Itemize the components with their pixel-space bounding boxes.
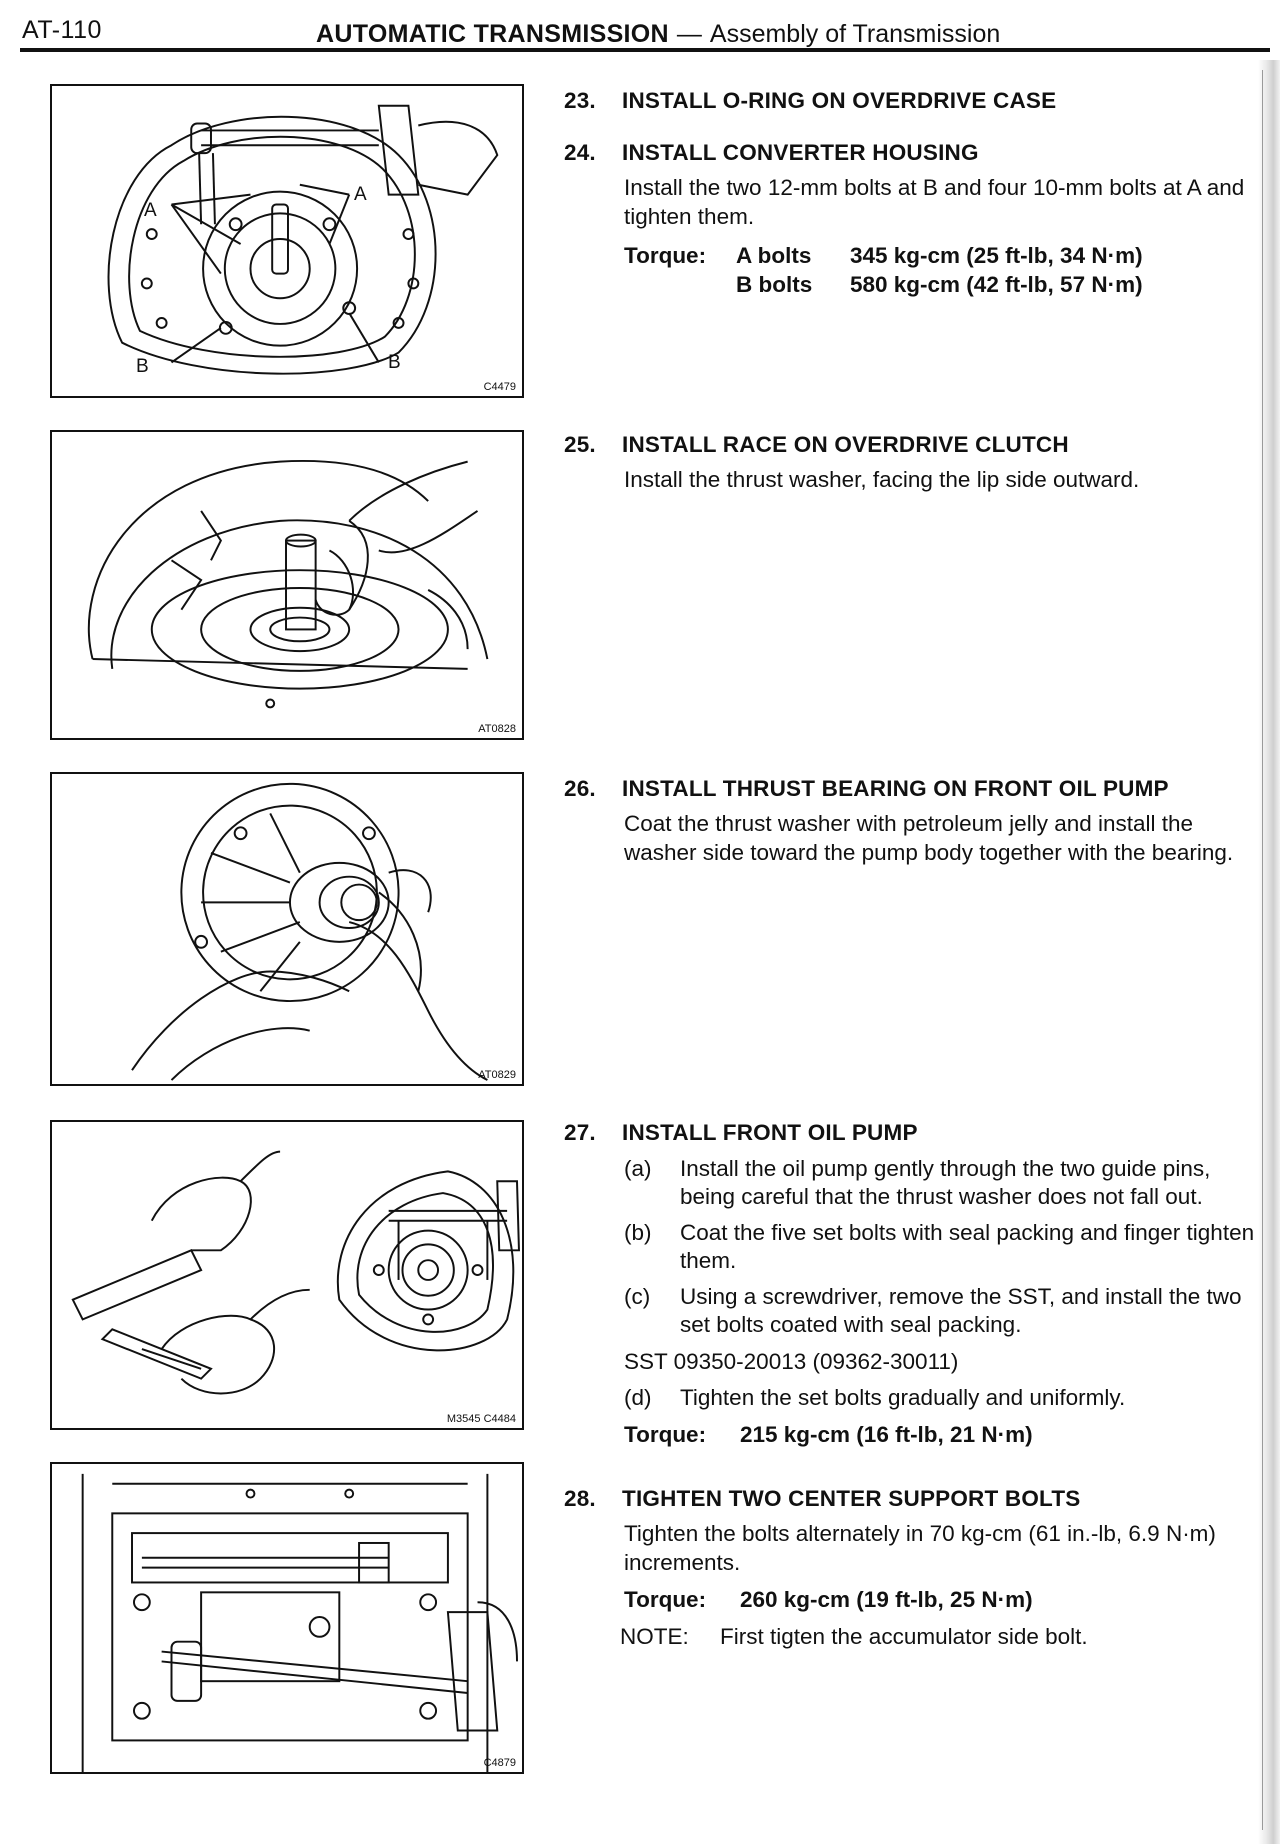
figure-code: AT0828 [478,723,516,735]
substep-mark: (b) [624,1220,652,1245]
step-heading [564,1118,1264,1147]
substep-text: Using a screwdriver, remove the SST, and install the two set bolts coated with seal packing. [680,1284,1242,1337]
callout-b-right: B [388,352,401,373]
torque-spec [624,1585,1264,1614]
step-number: 24. [564,140,596,165]
substep-mark: (c) [624,1284,651,1309]
subsection-title: Assembly of Transmission [709,20,1001,48]
step-28 [564,1484,1264,1651]
torque-value: 345 kg-cm (25 ft-lb, 34 N·m) [850,243,1143,268]
torque-bolt: B bolts [736,272,813,297]
figure-overdrive-clutch-race [50,430,524,740]
substep-text: Install the oil pump gently through the two guide pins, being careful that the thrust washer does not fall out. [680,1156,1211,1209]
sst-number: SST 09350-20013 (09362-30011) [624,1349,959,1374]
figure-code: AT0829 [478,1069,516,1081]
torque-label: Torque: [624,243,707,268]
substep-c [624,1283,1264,1339]
torque-value: 580 kg-cm (42 ft-lb, 57 N·m) [850,272,1143,297]
step-title: INSTALL FRONT OIL PUMP [622,1120,918,1145]
step-number: 23. [564,88,596,113]
step-23 [564,86,1264,115]
torque-label-spacer [624,270,736,299]
figure-oil-pump-bearing [50,772,524,1086]
page-number: AT-110 [22,16,102,44]
oil-pump-bearing-illustration [52,774,522,1084]
torque-value: 215 kg-cm (16 ft-lb, 21 N·m) [740,1422,1033,1447]
step-instructions: Install the two 12-mm bolts at B and four 10-mm bolts at A and tighten them. [624,175,1245,229]
step-instructions: Install the thrust washer, facing the lip side outward. [624,467,1140,492]
step-26 [564,774,1264,867]
callout-a-left: A [144,200,157,221]
page-header [0,0,1280,62]
substep-b [624,1219,1264,1275]
step-number: 28. [564,1486,596,1511]
center-support-illustration [52,1464,522,1772]
header-title [316,20,1000,49]
torque-value: 260 kg-cm (19 ft-lb, 25 N·m) [740,1587,1033,1612]
torque-spec [624,1420,1264,1449]
substep-mark: (d) [624,1385,652,1410]
step-24 [564,138,1264,299]
note-label: NOTE: [620,1624,689,1649]
step-heading [564,138,1264,167]
torque-row-a [624,241,1264,270]
header-separator: — [676,20,702,48]
step-title: INSTALL RACE ON OVERDRIVE CLUTCH [622,432,1069,457]
step-25 [564,430,1264,494]
torque-spec [624,241,1264,299]
figure-code: C4479 [483,381,516,393]
step-number: 27. [564,1120,596,1145]
note [620,1622,1264,1651]
front-oil-pump-illustration [52,1122,522,1428]
converter-housing-illustration [52,86,522,396]
step-number: 25. [564,432,596,457]
section-title: AUTOMATIC TRANSMISSION [316,20,669,48]
step-title: INSTALL O-RING ON OVERDRIVE CASE [622,88,1057,113]
step-instructions: Tighten the bolts alternately in 70 kg-cm (61 in.-lb, 6.9 N·m) increments. [624,1521,1216,1575]
substep-mark: (a) [624,1156,652,1181]
substep-text: Tighten the set bolts gradually and uniformly. [680,1385,1126,1410]
substep-text: Coat the five set bolts with seal packing and finger tighten them. [680,1220,1255,1273]
substep-a [624,1155,1264,1211]
callout-b-left: B [136,356,149,377]
overdrive-clutch-illustration [52,432,522,738]
step-number: 26. [564,776,596,801]
torque-label: Torque: [624,1587,707,1612]
step-title: TIGHTEN TWO CENTER SUPPORT BOLTS [622,1486,1081,1511]
step-heading [564,86,1264,115]
step-heading [564,430,1264,459]
torque-row-b [624,270,1264,299]
figure-front-oil-pump [50,1120,524,1430]
figure-code: C4879 [483,1757,516,1769]
torque-bolt: A bolts [736,243,812,268]
step-27 [564,1118,1264,1449]
step-instructions: Coat the thrust washer with petroleum jelly and install the washer side toward the pump body together with the bearing. [624,811,1234,865]
callout-a-right: A [354,184,367,205]
step-heading [564,774,1264,803]
note-text: First tigten the accumulator side bolt. [720,1624,1088,1649]
torque-label: Torque: [624,1422,707,1447]
step-title: INSTALL THRUST BEARING ON FRONT OIL PUMP [622,776,1169,801]
figure-code: M3545 C4484 [446,1413,516,1425]
substep-d [624,1384,1264,1412]
figure-converter-housing [50,84,524,398]
header-rule [20,48,1270,52]
step-title: INSTALL CONVERTER HOUSING [622,140,979,165]
figure-center-support-bolts [50,1462,524,1774]
step-heading [564,1484,1264,1513]
